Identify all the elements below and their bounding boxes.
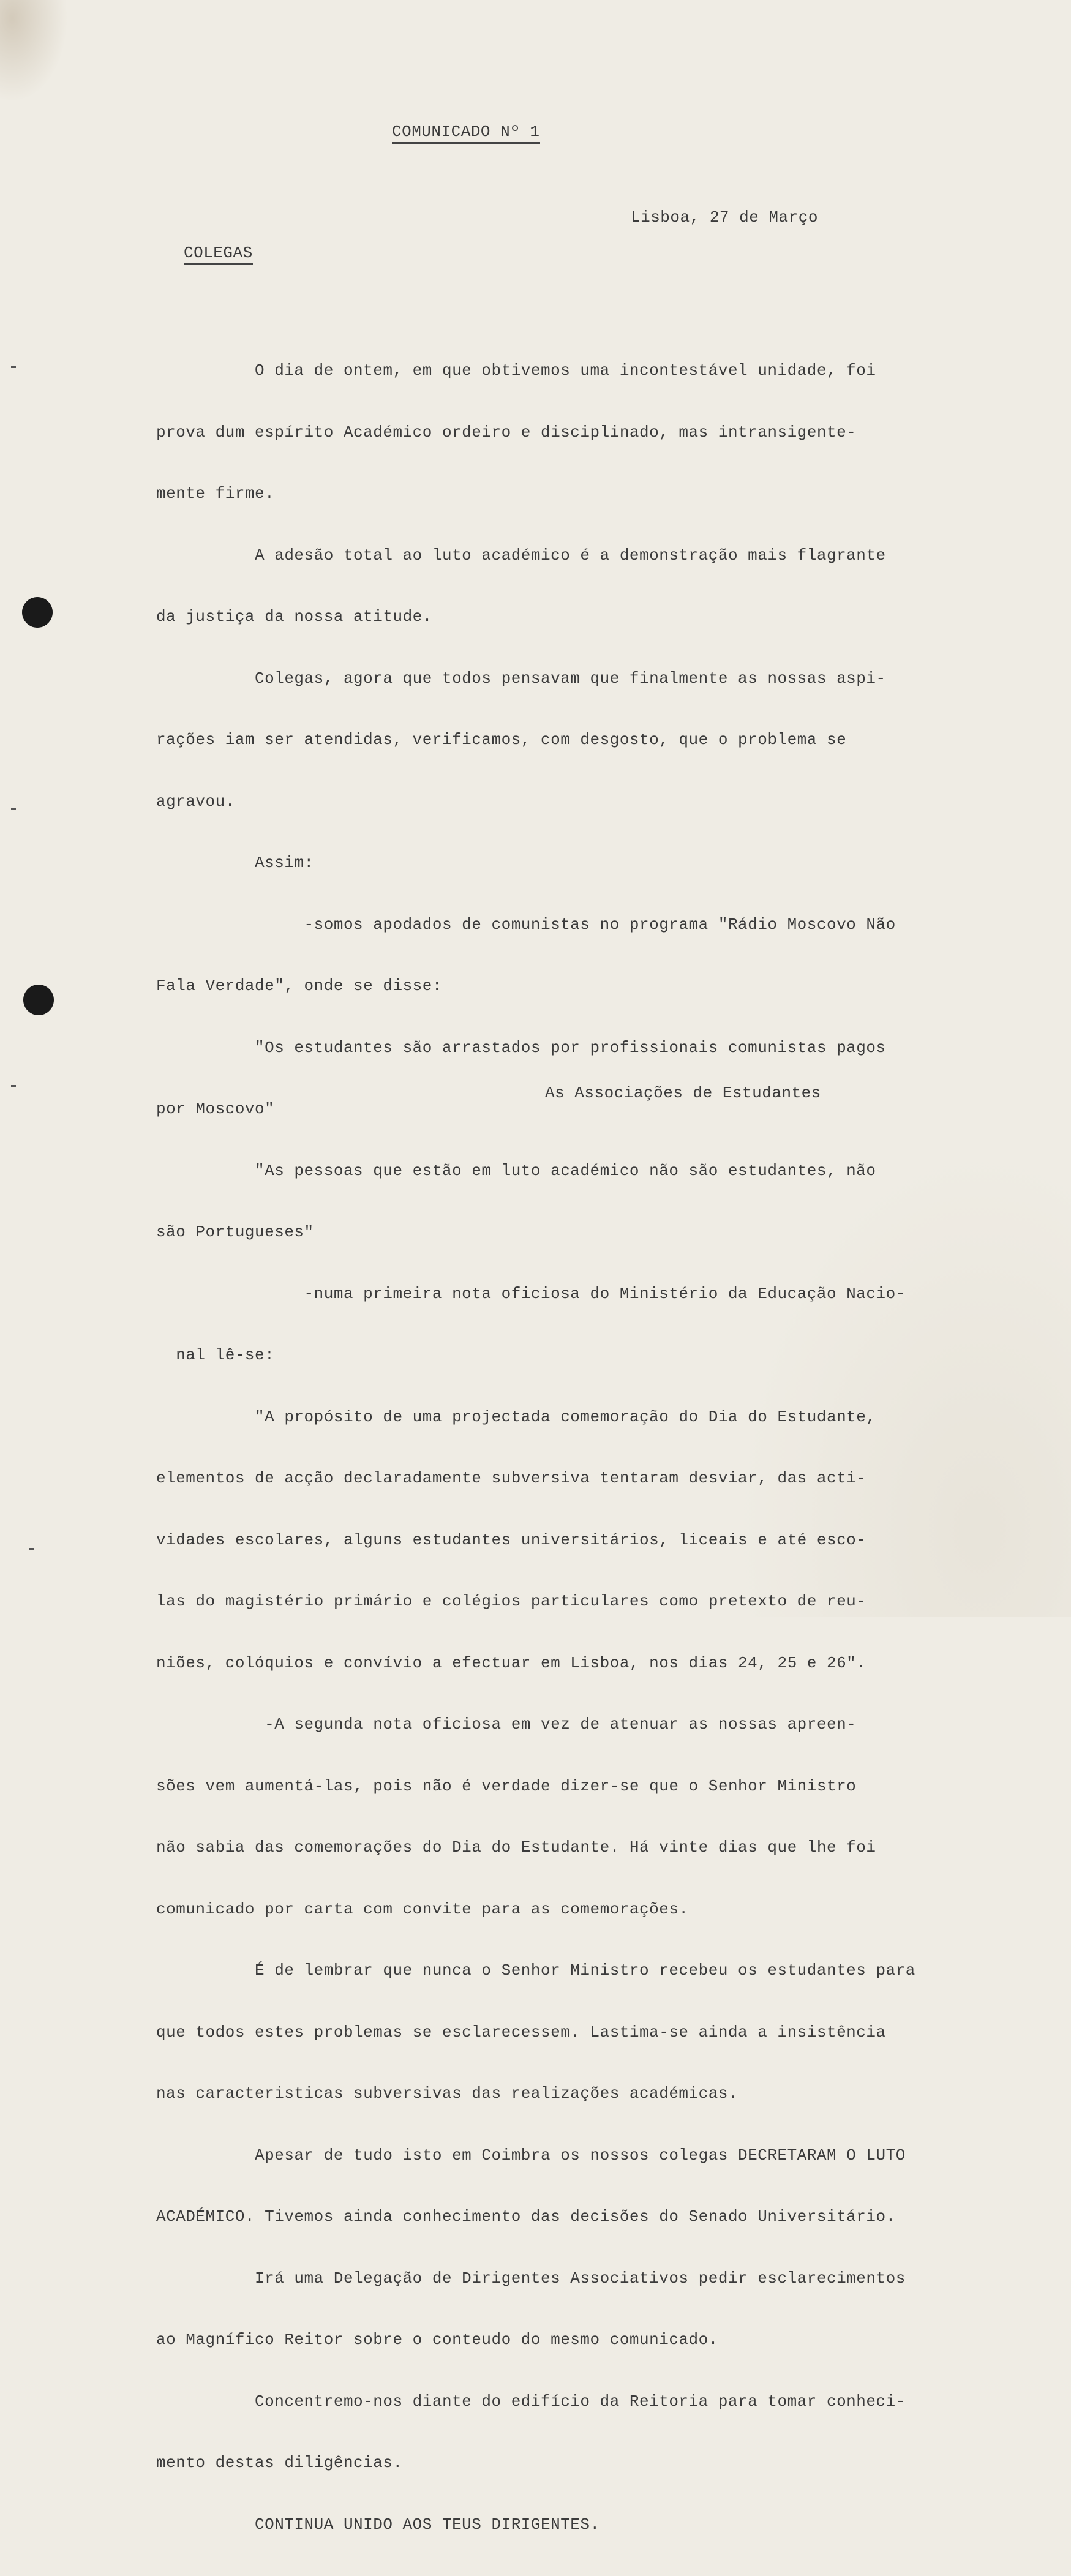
- body-line: nal lê-se:: [156, 1346, 275, 1364]
- body-line: CONTINUA UNIDO AOS TEUS DIRIGENTES.: [156, 2515, 600, 2534]
- body-line: niões, colóquios e convívio a efectuar em Lisboa, nos dias 24, 25 e 26".: [156, 1653, 866, 1672]
- body-line: rações iam ser atendidas, verificamos, com desgosto, que o problema se: [156, 730, 847, 749]
- body-line: nas caracteristicas subversivas das realizações académicas.: [156, 2084, 738, 2103]
- punch-hole-bottom: [23, 985, 54, 1015]
- body-line: "As pessoas que estão em luto académico não são estudantes, não: [156, 1161, 876, 1180]
- body-line: Apesar de tudo isto em Coimbra os nossos colegas DECRETARAM O LUTO: [156, 2146, 906, 2165]
- body-line: sões vem aumentá-las, pois não é verdade dizer-se que o Senhor Ministro: [156, 1776, 857, 1795]
- body-line: Fala Verdade", onde se disse:: [156, 977, 442, 995]
- body-line: "A propósito de uma projectada comemoração do Dia do Estudante,: [156, 1407, 876, 1426]
- body-line: vidades escolares, alguns estudantes universitários, liceais e até esco-: [156, 1530, 866, 1549]
- body-line: mente firme.: [156, 484, 275, 503]
- body-line: las do magistério primário e colégios particulares como pretexto de reu-: [156, 1592, 866, 1610]
- body-line: Colegas, agora que todos pensavam que finalmente as nossas aspi-: [156, 669, 886, 688]
- salutation: COLEGAS: [184, 244, 253, 265]
- body-line: não sabia das comemorações do Dia do Estudante. Há vinte dias que lhe foi: [156, 1838, 876, 1857]
- punch-hole-top: [22, 597, 53, 628]
- body-line: -numa primeira nota oficiosa do Ministério da Educação Nacio-: [156, 1284, 906, 1303]
- body-line: mento destas diligências.: [156, 2454, 403, 2472]
- body-line: "Os estudantes são arrastados por profissionais comunistas pagos: [156, 1038, 886, 1057]
- margin-mark: [29, 1548, 34, 1550]
- body-line: O dia de ontem, em que obtivemos uma incontestável unidade, foi: [156, 361, 876, 380]
- body-line: -somos apodados de comunistas no programa "Rádio Moscovo Não: [156, 915, 896, 934]
- body-line: da justiça da nossa atitude.: [156, 607, 432, 626]
- body-line: prova dum espírito Académico ordeiro e disciplinado, mas intransigente-: [156, 422, 857, 441]
- body-line: Concentremo-nos diante do edifício da Reitoria para tomar conheci-: [156, 2392, 906, 2411]
- body-line: A adesão total ao luto académico é a demonstração mais flagrante: [156, 546, 886, 565]
- body-line: ao Magnífico Reitor sobre o conteudo do mesmo comunicado.: [156, 2330, 718, 2349]
- signature: As Associações de Estudantes: [545, 1084, 821, 1102]
- body-line: comunicado por carta com convite para as comemorações.: [156, 1899, 689, 1918]
- body-line: que todos estes problemas se esclarecessem. Lastima-se ainda a insistência: [156, 2022, 886, 2041]
- document-title: COMUNICADO Nº 1: [392, 122, 540, 144]
- margin-mark: [11, 1085, 16, 1087]
- body-line: agravou.: [156, 792, 235, 811]
- body-line: Irá uma Delegação de Dirigentes Associativos pedir esclarecimentos: [156, 2269, 906, 2288]
- body-line: -A segunda nota oficiosa em vez de atenuar as nossas apreen-: [156, 1715, 857, 1733]
- body-line: são Portugueses": [156, 1223, 314, 1241]
- margin-mark: [11, 366, 16, 368]
- document-body: [156, 320, 971, 2576]
- body-line: elementos de acção declaradamente subversiva tentaram desviar, das acti-: [156, 1469, 866, 1487]
- body-line: por Moscovo": [156, 1100, 275, 1118]
- body-line: Assim:: [156, 854, 314, 872]
- body-line: É de lembrar que nunca o Senhor Ministro recebeu os estudantes para: [156, 1961, 915, 1980]
- margin-mark: [11, 808, 16, 810]
- body-line: ACADÉMICO. Tivemos ainda conhecimento das decisões do Senado Universitário.: [156, 2207, 896, 2226]
- document-date: Lisboa, 27 de Março: [631, 208, 818, 227]
